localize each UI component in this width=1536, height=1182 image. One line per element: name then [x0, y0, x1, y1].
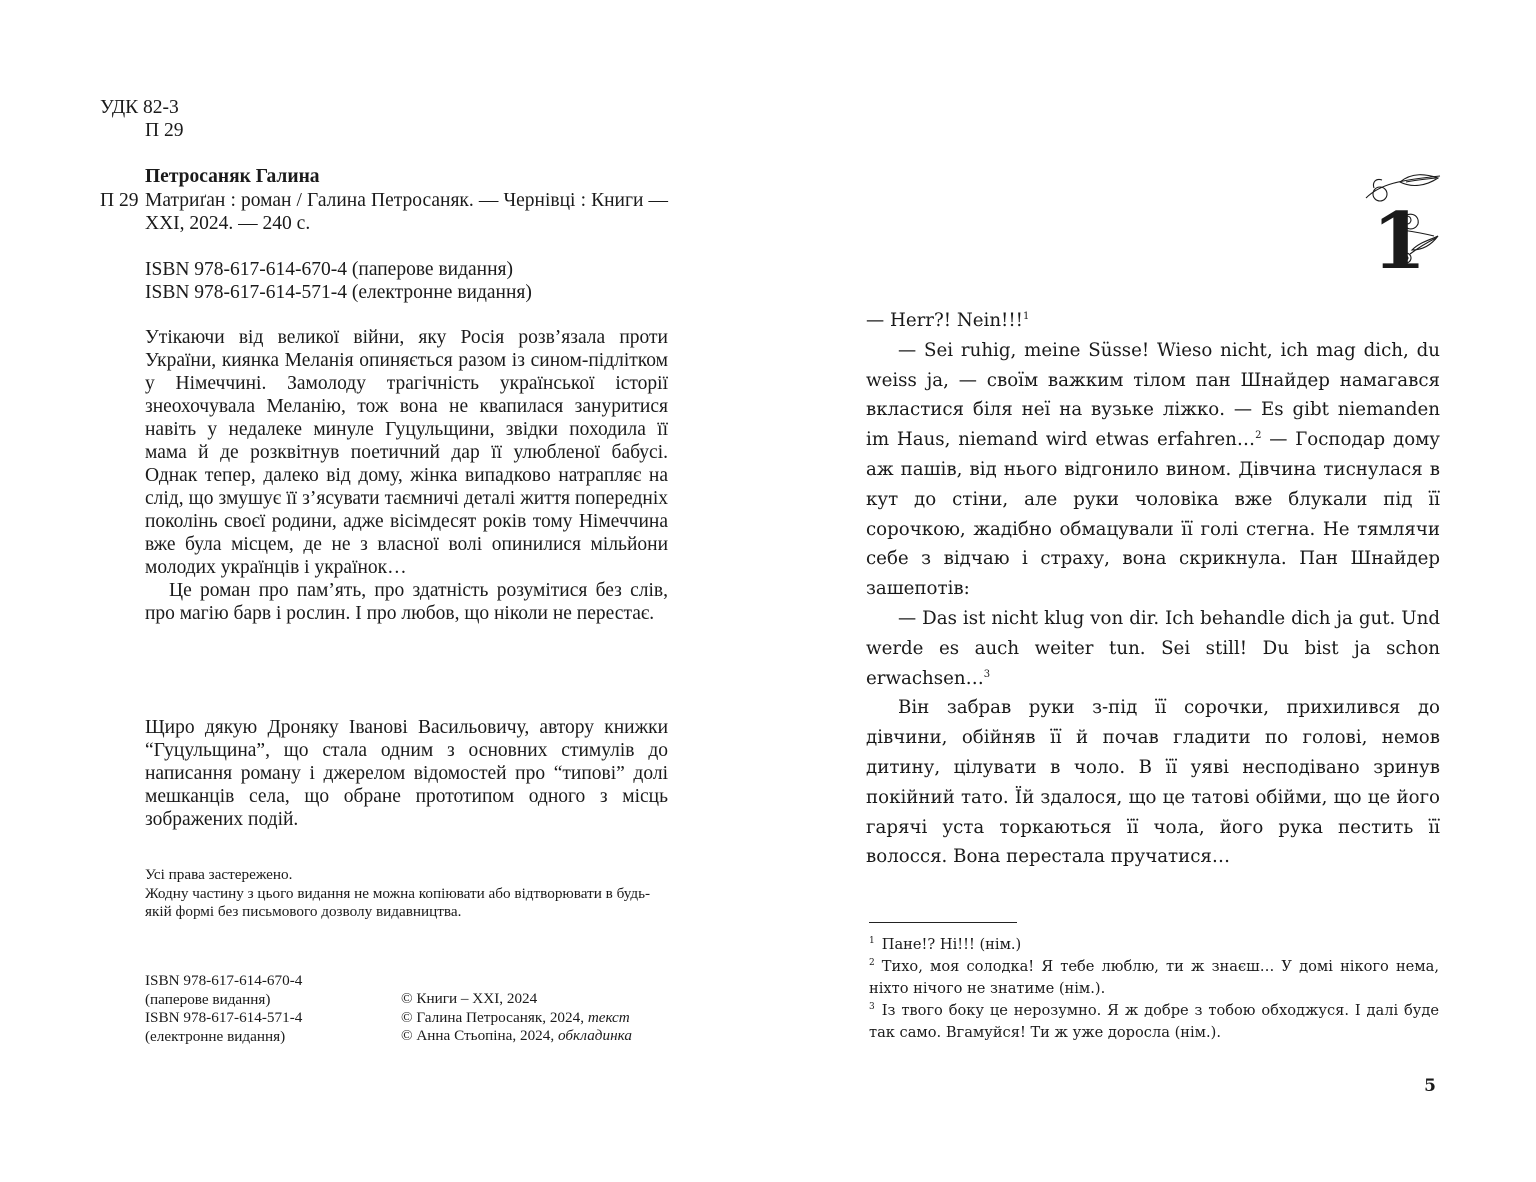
- copyright-line: [401, 1027, 632, 1046]
- annotation: [145, 326, 668, 625]
- flower-branch-icon: [1360, 170, 1444, 276]
- footnote-divider: [869, 922, 1017, 923]
- page-number: 5: [1424, 1076, 1436, 1096]
- isbn-electronic: ISBN 978-617-614-571-4 (електронне видання): [145, 282, 532, 303]
- dialogue-text: — Herr?! Nein!!!: [866, 310, 1023, 331]
- rights-line: Жодну частину з цього видання не можна копіювати або відтворювати в будь-якій формі без письмового дозволу видавництва.: [145, 884, 651, 920]
- bibliographic-record: Матриґан : роман / Галина Петросаняк. — Чернівці : Книги — XXI, 2024. — 240 с.: [145, 190, 668, 234]
- footnotes: [869, 934, 1439, 1044]
- copyright-cover: © Анна Стьопіна, 2024,: [401, 1027, 558, 1044]
- author-sign-margin: П 29: [100, 190, 139, 211]
- footnote-ref: 1: [1022, 310, 1030, 322]
- copyright-author: © Галина Петросаняк, 2024,: [401, 1008, 588, 1026]
- acknowledgement: Щиро дякую Дроняку Іванові Васильовичу, автору книжки “Гуцульщина”, що стала одним з основних стимулів до написання роману і джерелом відомостей про “типові” долі мешканців села, що обране прототипом одного з місць зображених подій.: [145, 717, 668, 830]
- footnote-ref: 2: [1255, 430, 1262, 442]
- author-sign-code: П 29: [145, 120, 184, 141]
- footnote-text: Із твого боку це нерозумно. Я ж добре з тобою обходжуся. І далі буде так само. Вгамуйся! Ти ж уже доросла (нім.).: [869, 1002, 1439, 1041]
- isbn-paper: ISBN 978-617-614-670-4 (паперове видання): [145, 259, 513, 280]
- dialogue-line: [866, 306, 1440, 336]
- dialogue-line: Він забрав руки з-під її сорочки, прихилився до дівчини, обійняв її й почав гладити по голові, немов дитину, цілувати в чоло. В її уяві несподівано зринув покійний тато. Їй здалося, що це татові обійми, що це його гарячі уста торкаються її чола, його рука пестить її волосся. Вона перестала пручатися…: [866, 697, 1440, 868]
- copyright-author-role: текст: [587, 1008, 630, 1026]
- footnote-ref: 3: [983, 668, 991, 680]
- dialogue-line: [866, 604, 1440, 693]
- annotation-paragraph: Утікаючи від великої війни, яку Росія розв’язала проти України, киянка Меланія опиняється разом із сином-підлітком у Німеччині. Замолоду трагічність української історії знеохочувала Меланію, тож вона не квапилася зануритися навіть у недалеке минуле Гуцульщини, звідки походила її мама й де розквітнув поетичний дар її улюбленої бабусі. Однак тепер, далеко від дому, жінка випадково натрапляє на слід, що змушує її з’ясувати таємничі деталі життя попередніх поколінь своєї родини, адже вісімдесят років тому Німеччина вже була місцем, де не з власної волі опинилися мільйони молодих українців і українок…: [145, 327, 668, 578]
- dialogue-text: — Господар дому аж пашів, від нього відгонило вином. Дівчина тиснулася в кут до стіни, але руки чоловіка вже блукали під її сорочкою, жадібно обмацували її голі стегна. Не тямлячи себе з відчаю і страху, вона скрикнула. Пан Шнайдер зашепотів:: [866, 429, 1440, 600]
- footnote-text: Тихо, моя солодка! Я тебе люблю, ти ж знаєш… У домі нікого нема, ніхто нічого не знатиме (нім.).: [869, 958, 1439, 997]
- copyright-line: [401, 1009, 632, 1028]
- dialogue-text: — Das ist nicht klug von dir. Ich behandle dich ja gut. Und werde es auch weiter tun. Sei still! Du bist ja schon erwachsen…: [866, 607, 1440, 689]
- rights-line: Усі права застережено.: [145, 866, 293, 883]
- footnote: [869, 956, 1439, 1000]
- isbn-footer: [145, 972, 302, 1046]
- isbn-footer-line: ISBN 978-617-614-670-4: [145, 972, 303, 989]
- dialogue-text: — Sei ruhig, meine Süsse! Wieso nicht, ich mag dich, du weiss ja, — своїм важким тілом пан Шнайдер намагався вкластися біля неї на вузьке ліжко. — Es gibt niemanden im Haus, niemand wird etwas erfahren…: [866, 339, 1440, 451]
- dialogue-line: [866, 336, 1440, 604]
- copyright-block: [401, 990, 632, 1046]
- author-heading: Петросаняк Галина: [145, 166, 320, 187]
- chapter-body: [866, 306, 1440, 872]
- copyright-cover-role: обкладинка: [557, 1027, 632, 1044]
- isbn-block: [145, 258, 532, 304]
- footnote-mark: 3: [869, 1002, 875, 1013]
- footnote-text: Пане!? Ні!!! (нім.): [881, 936, 1022, 953]
- copyright-line: © Книги – XXI, 2024: [401, 990, 538, 1007]
- footnote-mark: 2: [869, 958, 875, 969]
- isbn-footer-line: (електронне видання): [145, 1027, 286, 1045]
- isbn-footer-line: ISBN 978-617-614-571-4: [145, 1009, 303, 1026]
- isbn-footer-line: (паперове видання): [145, 990, 271, 1008]
- annotation-paragraph: Це роман про пам’ять, про здатність розумітися без слів, про магію барв і рослин. І про любов, що ніколи не перестає.: [145, 580, 668, 624]
- chapter-number: 1: [1372, 196, 1427, 276]
- footnote: [869, 1000, 1439, 1044]
- footnote-mark: 1: [869, 936, 875, 947]
- rights-notice: [145, 866, 670, 922]
- footnote: [869, 934, 1439, 956]
- udk-index: УДК 82-3: [100, 97, 179, 118]
